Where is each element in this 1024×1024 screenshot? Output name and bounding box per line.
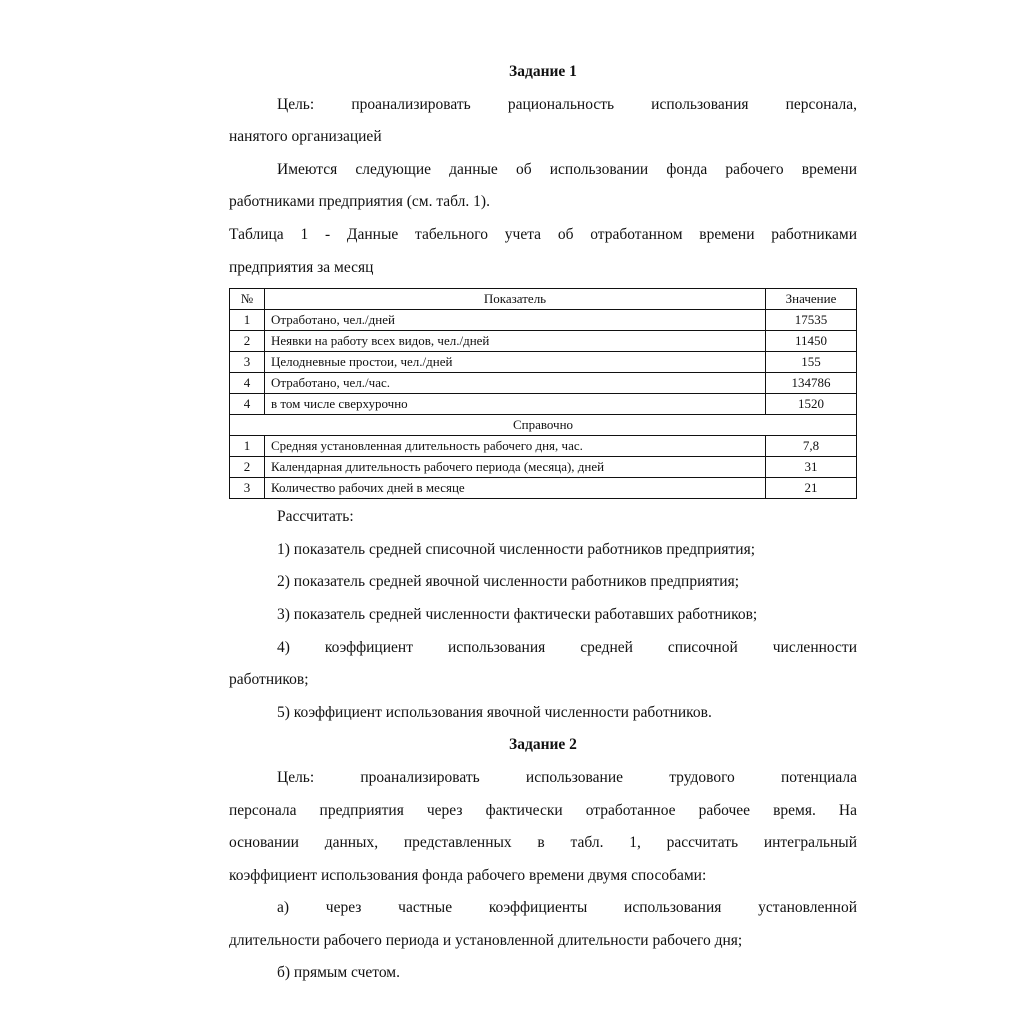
row-number: 4 [230, 394, 265, 415]
calc-item-5: 5) коэффициент использования явочной численности работников. [277, 703, 712, 721]
task1-intro-line1: Имеются следующие данные об использовании фонда рабочего времени [277, 160, 857, 178]
col-header-indicator: Показатель [265, 289, 766, 310]
data-table [229, 288, 857, 499]
calc-item-1: 1) показатель средней списочной численности работников предприятия; [277, 540, 756, 558]
task1-heading: Задание 1 [509, 63, 577, 80]
calc-item-2: 2) показатель средней явочной численности работников предприятия; [277, 573, 740, 591]
task2-line2: персонала предприятия через фактически отработанное рабочее время. На [229, 801, 857, 819]
row-value: 11450 [766, 331, 857, 352]
ref-row-value: 31 [766, 457, 857, 478]
task2-line3: основании данных, представленных в табл. 1, рассчитать интегральный [229, 834, 857, 852]
task2-item-a-line2: длительности рабочего периода и установленной длительности рабочего дня; [229, 931, 743, 949]
table-header-row [230, 289, 857, 310]
calc-item-4-line2: работников; [229, 671, 309, 689]
row-number: 4 [230, 373, 265, 394]
col-header-number: № [230, 289, 265, 310]
row-indicator: Отработано, чел./дней [265, 310, 766, 331]
table-row [230, 331, 857, 352]
document-page [229, 56, 857, 990]
row-value: 134786 [766, 373, 857, 394]
task2-item-b: б) прямым счетом. [277, 964, 400, 982]
calc-item-3: 3) показатель средней численности фактически работавших работников; [277, 605, 758, 623]
table-row [230, 478, 857, 499]
ref-row-indicator: Средняя установленная длительность рабочего дня, час. [265, 436, 766, 457]
ref-row-value: 7,8 [766, 436, 857, 457]
table-row [230, 457, 857, 478]
task2-heading: Задание 2 [509, 736, 577, 754]
table-row [230, 436, 857, 457]
row-indicator: Неявки на работу всех видов, чел./дней [265, 331, 766, 352]
task2-line1: Цель: проанализировать использование трудового потенциала [277, 768, 857, 786]
calc-title: Рассчитать: [277, 508, 354, 526]
task2-line4: коэффициент использования фонда рабочего времени двумя способами: [229, 866, 707, 884]
task2-item-a-line1: а) через частные коэффициенты использования установленной [277, 899, 857, 917]
row-value: 1520 [766, 394, 857, 415]
table-row [230, 394, 857, 415]
row-number: 3 [230, 352, 265, 373]
ref-row-indicator: Количество рабочих дней в месяце [265, 478, 766, 499]
ref-row-number: 1 [230, 436, 265, 457]
calc-item-4-line1: 4) коэффициент использования средней списочной численности [277, 638, 857, 656]
row-value: 17535 [766, 310, 857, 331]
row-value: 155 [766, 352, 857, 373]
table-section-row [230, 415, 857, 436]
row-number: 1 [230, 310, 265, 331]
section-title: Справочно [230, 415, 857, 436]
table-row [230, 373, 857, 394]
ref-row-number: 3 [230, 478, 265, 499]
task1-intro-line2: работниками предприятия (см. табл. 1). [229, 193, 490, 211]
ref-row-indicator: Календарная длительность рабочего периода (месяца), дней [265, 457, 766, 478]
col-header-value: Значение [766, 289, 857, 310]
table-caption-line2: предприятия за месяц [229, 258, 374, 276]
row-indicator: Отработано, чел./час. [265, 373, 766, 394]
table-row [230, 352, 857, 373]
table-row [230, 310, 857, 331]
ref-row-value: 21 [766, 478, 857, 499]
row-indicator: Целодневные простои, чел./дней [265, 352, 766, 373]
task1-goal-line2: нанятого организацией [229, 128, 382, 146]
ref-row-number: 2 [230, 457, 265, 478]
row-number: 2 [230, 331, 265, 352]
row-indicator: в том числе сверхурочно [265, 394, 766, 415]
table-caption-line1: Таблица 1 - Данные табельного учета об отработанном времени работниками [229, 225, 857, 243]
task1-goal-line1: Цель: проанализировать рациональность использования персонала, [277, 95, 857, 113]
